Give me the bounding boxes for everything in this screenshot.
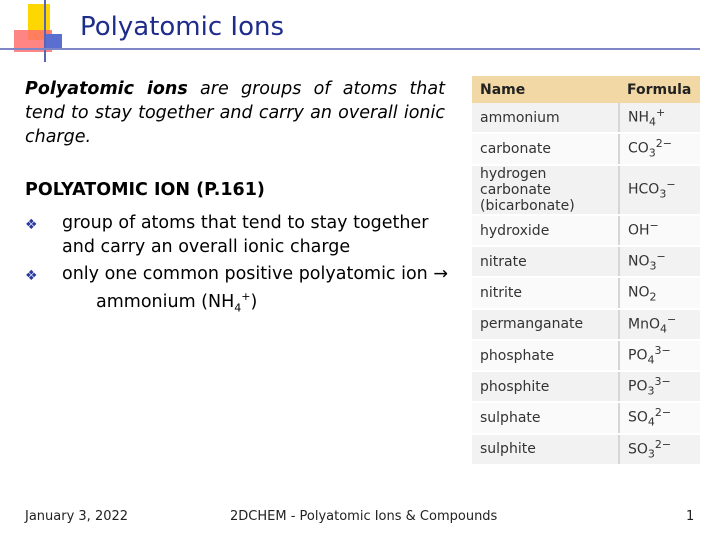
bullet-icon: ❖ [25, 217, 38, 233]
footer-course-title: 2DCHEM - Polyatomic Ions & Compounds [230, 509, 498, 524]
formula-base: NH [628, 109, 649, 126]
ion-name: hydroxide [472, 215, 619, 246]
table-row [472, 402, 700, 433]
table-row [472, 215, 700, 246]
formula-subscript: 4 [647, 353, 655, 367]
sub-superscript: + [241, 290, 251, 303]
table-row [472, 340, 700, 371]
formula-base: MnO [628, 316, 660, 333]
formula-base: PO [628, 378, 648, 395]
formula-subscript: 3 [649, 259, 657, 273]
footer-date: January 3, 2022 [25, 509, 129, 524]
ion-formula [619, 103, 700, 133]
formula-subscript: 4 [659, 322, 667, 335]
formula-charge: 2− [655, 137, 673, 151]
ion-formula [619, 277, 700, 308]
ion-formula [619, 165, 700, 215]
ion-formula [619, 340, 700, 371]
formula-subscript: 3 [647, 384, 655, 398]
sub-suffix: ) [250, 291, 258, 312]
formula-subscript: 4 [649, 115, 656, 129]
formula-base: PO [628, 347, 648, 364]
header-formula: Formula [619, 76, 700, 103]
title-underline [0, 48, 700, 50]
formula-charge: 3− [654, 343, 671, 357]
formula-base: SO [628, 409, 648, 426]
table-row [472, 371, 700, 402]
header-name: Name [472, 76, 619, 103]
formula-subscript: 3 [659, 187, 667, 201]
table-row [472, 133, 700, 164]
sub-subscript: 4 [234, 301, 242, 315]
ion-name: phosphate [472, 340, 619, 371]
table-row [472, 434, 700, 465]
bullet-sub-line [96, 290, 257, 314]
polyatomic-ion-table [472, 76, 700, 466]
formula-subscript: 4 [647, 415, 655, 429]
table-header-row [472, 76, 700, 103]
formula-base: NO [628, 253, 650, 270]
ion-formula [619, 246, 700, 277]
footer-page-number: 1 [686, 509, 695, 524]
bullet-text: only one common positive polyatomic ion → [62, 264, 448, 284]
formula-base: NO [628, 284, 650, 301]
formula-subscript: 2 [649, 290, 657, 304]
ion-name: sulphite [472, 434, 619, 465]
formula-base: HCO [628, 181, 660, 198]
formula-subscript: 3 [648, 146, 656, 160]
formula-charge: 2− [654, 437, 672, 451]
intro-text [25, 77, 445, 149]
ion-name: sulphate [472, 402, 619, 433]
formula-base: SO [628, 441, 648, 458]
ion-formula [619, 371, 700, 402]
formula-charge: − [649, 218, 659, 232]
table-row [472, 246, 700, 277]
formula-subscript: 3 [647, 447, 655, 461]
formula-charge: + [656, 105, 666, 119]
bullet-text: group of atoms that tend to stay together and carry an overall ionic charge [62, 213, 429, 257]
ion-name: nitrite [472, 277, 619, 308]
ion-name: hydrogen carbonate (bicarbonate) [472, 165, 619, 215]
ion-formula [619, 434, 700, 465]
intro-bold-term: Polyatomic ions [25, 79, 188, 99]
formula-charge: − [656, 250, 666, 264]
formula-charge: 3− [654, 375, 671, 389]
ion-name: permanganate [472, 309, 619, 340]
ion-name: phosphite [472, 371, 619, 402]
ion-formula [619, 215, 700, 246]
ion-formula [619, 309, 700, 340]
section-heading: POLYATOMIC ION (P.161) [25, 180, 265, 200]
formula-charge: 2− [654, 406, 672, 420]
intro-rest: are groups of atoms that tend to stay together and carry an overall ionic charge. [25, 79, 445, 147]
formula-base: OH [628, 222, 650, 239]
table-row [472, 277, 700, 308]
ion-formula [619, 133, 700, 164]
ion-name: carbonate [472, 133, 619, 164]
ion-formula [619, 402, 700, 433]
slide-title: Polyatomic Ions [80, 12, 285, 42]
ion-name: ammonium [472, 103, 619, 133]
sub-prefix: ammonium (NH [96, 291, 235, 312]
formula-charge: − [666, 177, 676, 191]
ion-name: nitrate [472, 246, 619, 277]
table-row [472, 309, 700, 340]
formula-charge: − [666, 312, 677, 326]
table-row [472, 103, 700, 133]
decorative-vertical-line [44, 0, 46, 62]
formula-base: CO [628, 140, 649, 157]
bullet-icon: ❖ [25, 268, 38, 284]
table-row [472, 165, 700, 215]
